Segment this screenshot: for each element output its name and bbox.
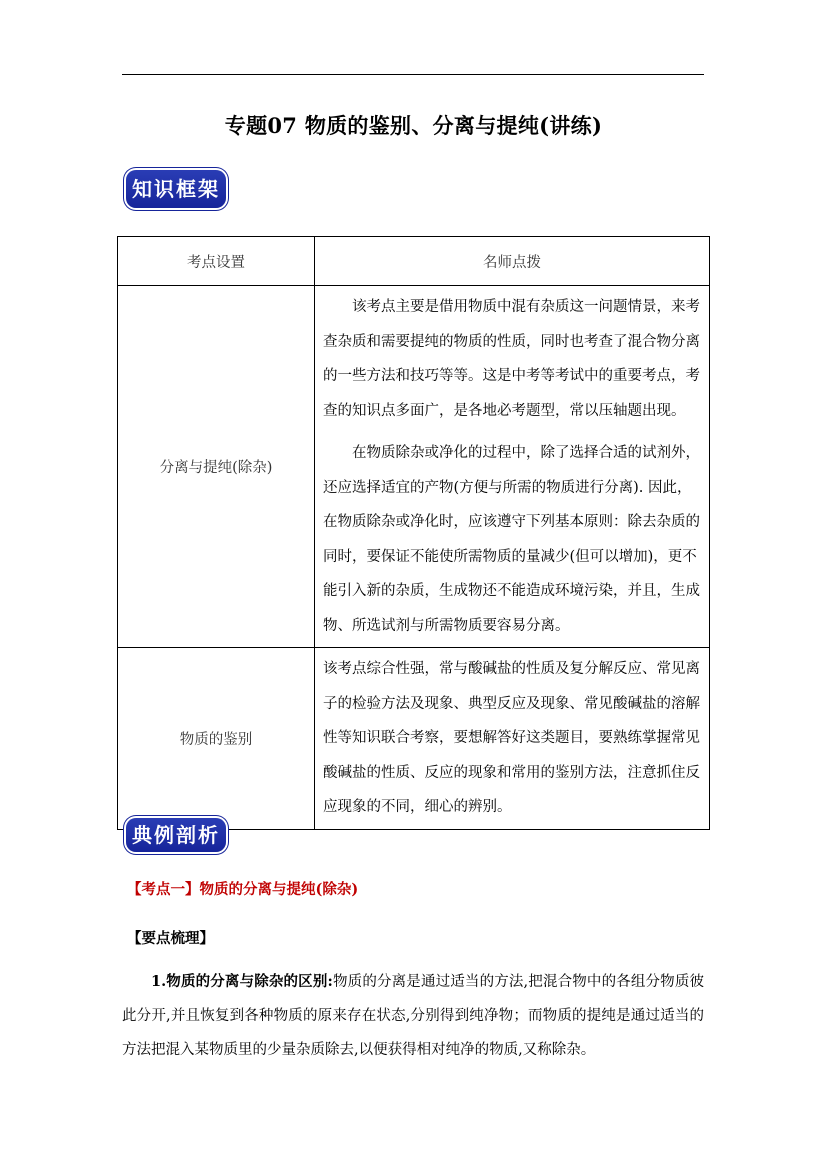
- table-paragraph: 该考点主要是借用物质中混有杂质这一问题情景，来考查杂质和需要提纯的物质的性质，同时也考查了混合物分离的一些方法和技巧等等。这是中考等考试中的重要考点，考查的知识点多面广，是各地必考题型，常以压轴题出现。: [323, 299, 700, 419]
- example-analysis-badge: 典例剖析: [126, 818, 226, 852]
- point-text: 物质的分离是通过适当的方法,把混合物中的各组分物质彼此分开,并且恢复到各种物质的原来存在状态,分别得到纯净物；而物质的提纯是通过适当的方法把混入某物质里的少量杂质除去,以便获得相对纯净的物质,又称除杂。: [122, 974, 704, 1058]
- table-row: [118, 286, 710, 648]
- yaodian-heading: 【要点梳理】: [127, 930, 214, 947]
- point-paragraph: [122, 965, 704, 1067]
- table-header-row: [118, 237, 710, 286]
- page-title: 专题07 物质的鉴别、分离与提纯(讲练): [224, 113, 603, 138]
- table-row-content: [315, 648, 710, 830]
- header-rule: [122, 74, 704, 75]
- table-paragraph: 在物质除杂或净化的过程中，除了选择合适的试剂外，还应选择适宜的产物(方便与所需的物质进行分离). 因此，在物质除杂或净化时，应该遵守下列基本原则：除去杂质的同时，要保证不能使所需物质的量减少(但可以增加)，更不能引入新的杂质，生成物还不能造成环境污染，并且，生成物、所选试剂与所需物质要容易分离。: [323, 445, 700, 634]
- point-heading: 1.物质的分离与除杂的区别:: [151, 973, 333, 990]
- knowledge-frame-badge: 知识框架: [126, 170, 226, 208]
- knowledge-table: [117, 236, 710, 830]
- table-row: [118, 648, 710, 830]
- table-row-label: 分离与提纯(除杂): [118, 286, 315, 648]
- table-row-content: [315, 286, 710, 648]
- table-paragraph: 该考点综合性强，常与酸碱盐的性质及复分解反应、常见离子的检验方法及现象、典型反应及现象、常见酸碱盐的溶解性等知识联合考察，要想解答好这类题目，要熟练掌握常见酸碱盐的性质、反应的现象和常用的鉴别方法，注意抓住反应现象的不同，细心的辨别。: [323, 661, 700, 815]
- kaodian-heading: 【考点一】物质的分离与提纯(除杂): [127, 881, 359, 898]
- table-row-label: 物质的鉴别: [118, 648, 315, 830]
- table-header-cell: 考点设置: [118, 237, 315, 286]
- table-header-cell: 名师点拨: [315, 237, 710, 286]
